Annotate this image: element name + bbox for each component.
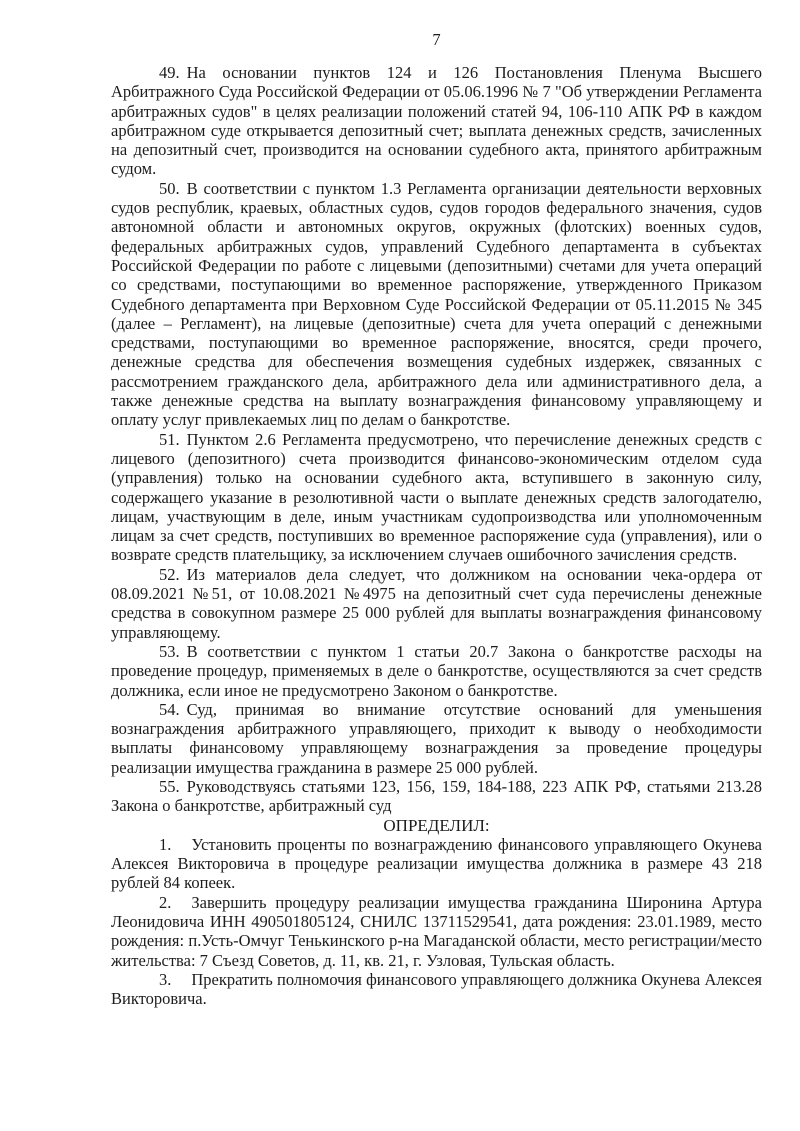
paragraph-55-text: Руководствуясь статьями 123, 156, 159, 184-188, 223 АПК РФ, статьями 213.28 Закона о банкротстве, арбитражный суд xyxy=(111,776,762,816)
paragraph-51-number: 51. xyxy=(159,429,180,449)
paragraph-50 xyxy=(111,179,762,430)
paragraph-52-number: 52. xyxy=(159,564,180,584)
resolution-item-1-number: 1. xyxy=(159,834,172,854)
paragraph-54-text: Суд, принимая во внимание отсутствие оснований для уменьшения вознаграждения арбитражного управляющего, приходит к выводу о необходимости выплаты финансовому управляющему вознаграждения за проведение процедуры реализации имущества гражданина в размере 25 000 рублей. xyxy=(111,699,762,777)
paragraph-54 xyxy=(111,700,762,777)
paragraph-52 xyxy=(111,565,762,642)
resolution-item-2 xyxy=(111,893,762,970)
paragraph-55-number: 55. xyxy=(159,776,180,796)
paragraph-50-number: 50. xyxy=(159,178,180,198)
document-body xyxy=(111,63,762,1009)
paragraph-49-text: На основании пунктов 124 и 126 Постановления Пленума Высшего Арбитражного Суда Российской Федерации от 05.06.1996 № 7 "Об утверждении Регламента арбитражных судов" в целях реализации положений статей 94, 106-110 АПК РФ в каждом арбитражном суде открывается депозитный счет; выплата денежных средств, зачисленных на депозитный счет, производится на основании судебного акта, принятого арбитражным судом. xyxy=(111,63,762,179)
paragraph-52-text: Из материалов дела следует, что должником на основании чека-ордера от 08.09.2021 №51, от 10.08.2021 №4975 на депозитный счет суда перечислены денежные средства в совокупном размере 25 000 рублей для выплаты вознаграждения финансовому управляющему. xyxy=(111,564,762,642)
resolution-item-3-number: 3. xyxy=(159,969,172,989)
resolution-item-1-text: Установить проценты по вознаграждению финансового управляющего Окунева Алексея Викторовича в процедуре реализации имущества должника в размере 43 218 рублей 84 копеек. xyxy=(111,834,762,893)
resolution-item-2-text: Завершить процедуру реализации имущества гражданина Широнина Артура Леонидовича ИНН 490501805124, СНИЛС 13711529541, дата рождения: 23.01.1989, место рождения: п.Усть-Омчуг Тенькинского р-на Магаданской области, место регистрации/место жительства: 7 Съезд Советов, д. 11, кв. 21, г. Узловая, Тульская область. xyxy=(111,892,762,970)
paragraph-50-text: В соответствии с пунктом 1.3 Регламента организации деятельности верховных судов республик, краевых, областных судов, судов городов федерального значения, судов автономной области и автономных округов, окружных (флотских) военных судов, федеральных арбитражных судов, управлений Судебного департамента в субъектах Российской Федерации по работе с лицевыми (депозитными) счетами для учета операций со средствами, поступающими во временное распоряжение, утвержденного Приказом Судебного департамента при Верховном Суде Российской Федерации от 05.11.2015 № 345 (далее – Регламент), на лицевые (депозитные) счета для учета операций с денежными средствами, поступающими во временное распоряжение, вносятся, среди прочего, денежные средства для обеспечения возмещения судебных издержек, связанных с рассмотрением гражданского дела, арбитражного дела или административного дела, а также денежные средства на выплату вознаграждения финансовому управляющему и оплату услуг привлекаемых лиц по делам о банкротстве. xyxy=(111,178,762,430)
resolution-item-3-text: Прекратить полномочия финансового управляющего должника Окунева Алексея Викторовича. xyxy=(111,969,762,1009)
paragraph-53 xyxy=(111,642,762,700)
paragraph-54-number: 54. xyxy=(159,699,180,719)
resolution-item-1 xyxy=(111,835,762,893)
paragraph-53-number: 53. xyxy=(159,641,180,661)
paragraph-51 xyxy=(111,430,762,565)
paragraph-55 xyxy=(111,777,762,816)
page-number: 7 xyxy=(432,30,441,49)
resolution-item-2-number: 2. xyxy=(159,892,172,912)
resolution-item-3 xyxy=(111,970,762,1009)
paragraph-49-number: 49. xyxy=(159,63,180,82)
resolution-heading: ОПРЕДЕЛИЛ: xyxy=(383,815,490,835)
paragraph-53-text: В соответствии с пунктом 1 статьи 20.7 Закона о банкротстве расходы на проведение процедур, применяемых в деле о банкротстве, осуществляются за счет средств должника, если иное не предусмотрено Законом о банкротстве. xyxy=(111,641,762,700)
paragraph-51-text: Пунктом 2.6 Регламента предусмотрено, что перечисление денежных средств с лицевого (депозитного) счета производится финансово-экономическим отделом суда (управления) только на основании судебного акта, вступившего в законную силу, содержащего указание в резолютивной части о выплате денежных средств залогодателю, лицам, участвующим в деле, иным участникам судопроизводства или уполномоченным лицам за счет средств, поступивших во временное распоряжение суда (управления), или о возврате средств плательщику, за исключением случаев ошибочного зачисления средств. xyxy=(111,429,762,565)
paragraph-49 xyxy=(111,63,762,179)
